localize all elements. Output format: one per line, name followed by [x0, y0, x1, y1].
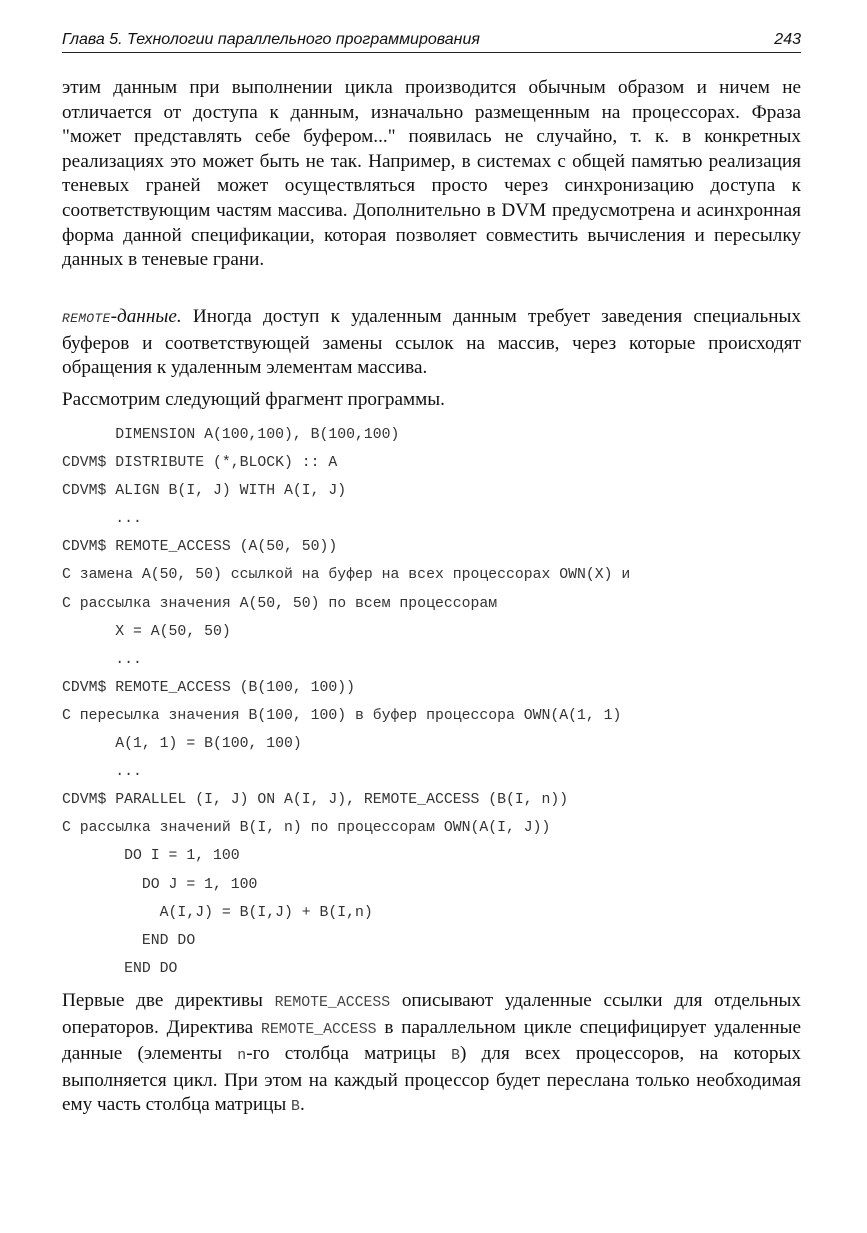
- inline-code: B: [291, 1099, 300, 1116]
- code-line: C рассылка значений B(I, n) по процессорам OWN(A(I, J)): [62, 820, 551, 837]
- text-run: Первые две директивы: [62, 990, 275, 1011]
- code-line: DO I = 1, 100: [62, 848, 240, 865]
- inline-code: B: [451, 1048, 460, 1065]
- code-listing: [62, 421, 801, 983]
- paragraph-shadow-edges: этим данным при выполнении цикла производится обычным образом и ничем не отличается от доступа к данным, изначально размещенным на процессорах. Фраза "может представлять себе буфером..." появилась не случайно, т. к. в конкретных реализациях это может быть не так. Например, в системах с общей памятью реализация теневых граней может осуществляться просто через синхронизацию доступа к соответствующим частям массива. Дополнительно в DVM предусмотрена и асинхронная форма данной спецификации, которая позволяет совместить вычисления и пересылку данных в теневые грани.: [62, 77, 801, 271]
- text-run: ) для всех процессоров, на которых выполняется цикл. При этом на каждый процессор будет переслана только необходимая ему часть столбца матрицы: [62, 1043, 801, 1116]
- remote-paragraph-text: Иногда доступ к удаленным данным требует заведения специальных буферов и соответствующей замены ссылок на массив, через которые происходят обращения к удаленным элементам массива.: [62, 306, 801, 379]
- paragraph-fragment-intro: Рассмотрим следующий фрагмент программы.: [62, 389, 445, 410]
- chapter-title: Глава 5. Технологии параллельного программирования: [62, 31, 480, 48]
- paragraph-remote-data: [62, 305, 801, 381]
- code-line: DO J = 1, 100: [62, 876, 258, 893]
- code-line: A(I,J) = B(I,J) + B(I,n): [62, 904, 373, 921]
- code-line: ...: [62, 511, 142, 528]
- inline-code: n: [237, 1048, 247, 1065]
- code-line: X = A(50, 50): [62, 623, 231, 640]
- paragraph-directives-explanation: [62, 989, 801, 1120]
- code-line: CDVM$ ALIGN B(I, J) WITH A(I, J): [62, 483, 347, 500]
- remote-term-code: REMOTE: [62, 311, 111, 326]
- code-line: C рассылка значения A(50, 50) по всем процессорам: [62, 595, 498, 612]
- code-line: END DO: [62, 932, 196, 949]
- text-run: в параллельном цикле специфицирует удаленные данные (элементы: [62, 1016, 802, 1065]
- text-run: -го столбца матрицы: [246, 1043, 452, 1065]
- code-line: END DO: [62, 960, 178, 977]
- page-header: [62, 30, 801, 53]
- code-line: ...: [62, 764, 142, 781]
- text-run: .: [299, 1094, 305, 1116]
- text-run: описывают удаленные ссылки для отдельных операторов. Директива: [62, 990, 801, 1038]
- code-line: DIMENSION A(100,100), B(100,100): [62, 427, 400, 443]
- code-line: C замена A(50, 50) ссылкой на буфер на всех процессорах OWN(X) и: [62, 567, 631, 584]
- code-line: CDVM$ REMOTE_ACCESS (B(100, 100)): [62, 679, 356, 696]
- inline-code: REMOTE_ACCESS: [274, 995, 391, 1011]
- code-line: CDVM$ PARALLEL (I, J) ON A(I, J), REMOTE_ACCESS (B(I, n)): [62, 792, 569, 809]
- remote-term-suffix: -данные.: [110, 306, 182, 327]
- code-line: ...: [62, 651, 142, 668]
- inline-code: REMOTE_ACCESS: [261, 1021, 377, 1038]
- code-line: A(1, 1) = B(100, 100): [62, 736, 302, 753]
- page-number: 243: [774, 31, 801, 48]
- code-line: C пересылка значения B(100, 100) в буфер процессора OWN(A(1, 1): [62, 707, 622, 724]
- code-line: CDVM$ DISTRIBUTE (*,BLOCK) :: A: [62, 455, 338, 472]
- code-line: CDVM$ REMOTE_ACCESS (A(50, 50)): [62, 539, 338, 556]
